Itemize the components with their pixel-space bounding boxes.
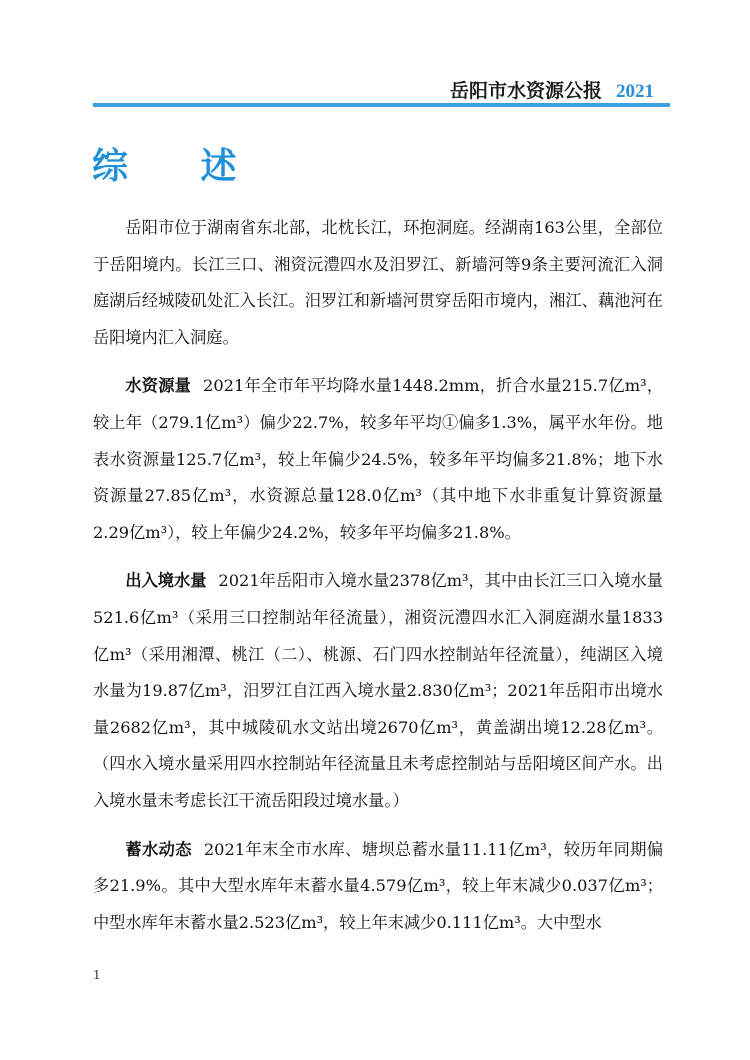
body-text <box>93 210 663 953</box>
page-number: 1 <box>93 968 101 982</box>
header-title <box>450 76 654 103</box>
report-name: 岳阳市水资源公报 <box>449 80 602 102</box>
section-keyword: 出入境水量 <box>125 571 207 591</box>
paragraph-storage: 蓄水动态 2021年末全市水库、塘坝总蓄水量11.11亿m³，较历年同期偏多21.9%。其中大型水库年末蓄水量4.579亿m³，较上年末减少0.037亿m³；中型水库年末蓄水量2.523亿m³，较上年末减少0.111亿m³。大中型水 <box>93 839 664 932</box>
header-divider <box>93 103 670 107</box>
report-year: 2021 <box>616 81 654 102</box>
paragraph-inflow-outflow: 出入境水量 2021年岳阳市入境水量2378亿m³，其中由长江三口入境水量521.6亿m³（采用三口控制站年径流量），湘资沅澧四水汇入洞庭湖水量1833亿m³（采用湘潭、桃江（二）、桃源、石门四水控制站年径流量），纯湖区入境水量为19.87亿m³，汨罗江自江西入境水量2.830亿m³；2021年岳阳市出境水量2682亿m³，其中城陵矶水文站出境2670亿m³，黄盖湖出境12.28亿m³。（四水入境水量采用四水控制站年径流量且未考虑控制站与岳阳境区间产水。出入境水量未考虑长江干流岳阳段过境水量。） <box>93 571 663 810</box>
section-keyword: 水资源量 <box>125 376 192 396</box>
paragraph-intro: 岳阳市位于湖南省东北部，北枕长江，环抱洞庭。经湖南163公里，全部位于岳阳境内。长江三口、湘资沅澧四水及汨罗江、新墙河等9条主要河流汇入洞庭湖后经城陵矶处汇入长江。汨罗江和新墙河贯穿岳阳市境内，湘江、藕池河在岳阳境内汇入洞庭。 <box>93 218 663 347</box>
paragraph-water-resources: 水资源量 2021年全市年平均降水量1448.2mm，折合水量215.7亿m³，较上年（279.1亿m³）偏少22.7%，较多年平均①偏多1.3%，属平水年份。地表水资源量125.7亿m³，较上年偏少24.5%，较多年平均偏多21.8%；地下水资源量27.85亿m³，水资源总量128.0亿m³（其中地下水非重复计算资源量2.29亿m³），较上年偏少24.2%，较多年平均偏多21.8%。 <box>93 376 664 542</box>
page-title: 综 述 <box>92 145 267 187</box>
section-keyword: 蓄水动态 <box>125 839 192 859</box>
